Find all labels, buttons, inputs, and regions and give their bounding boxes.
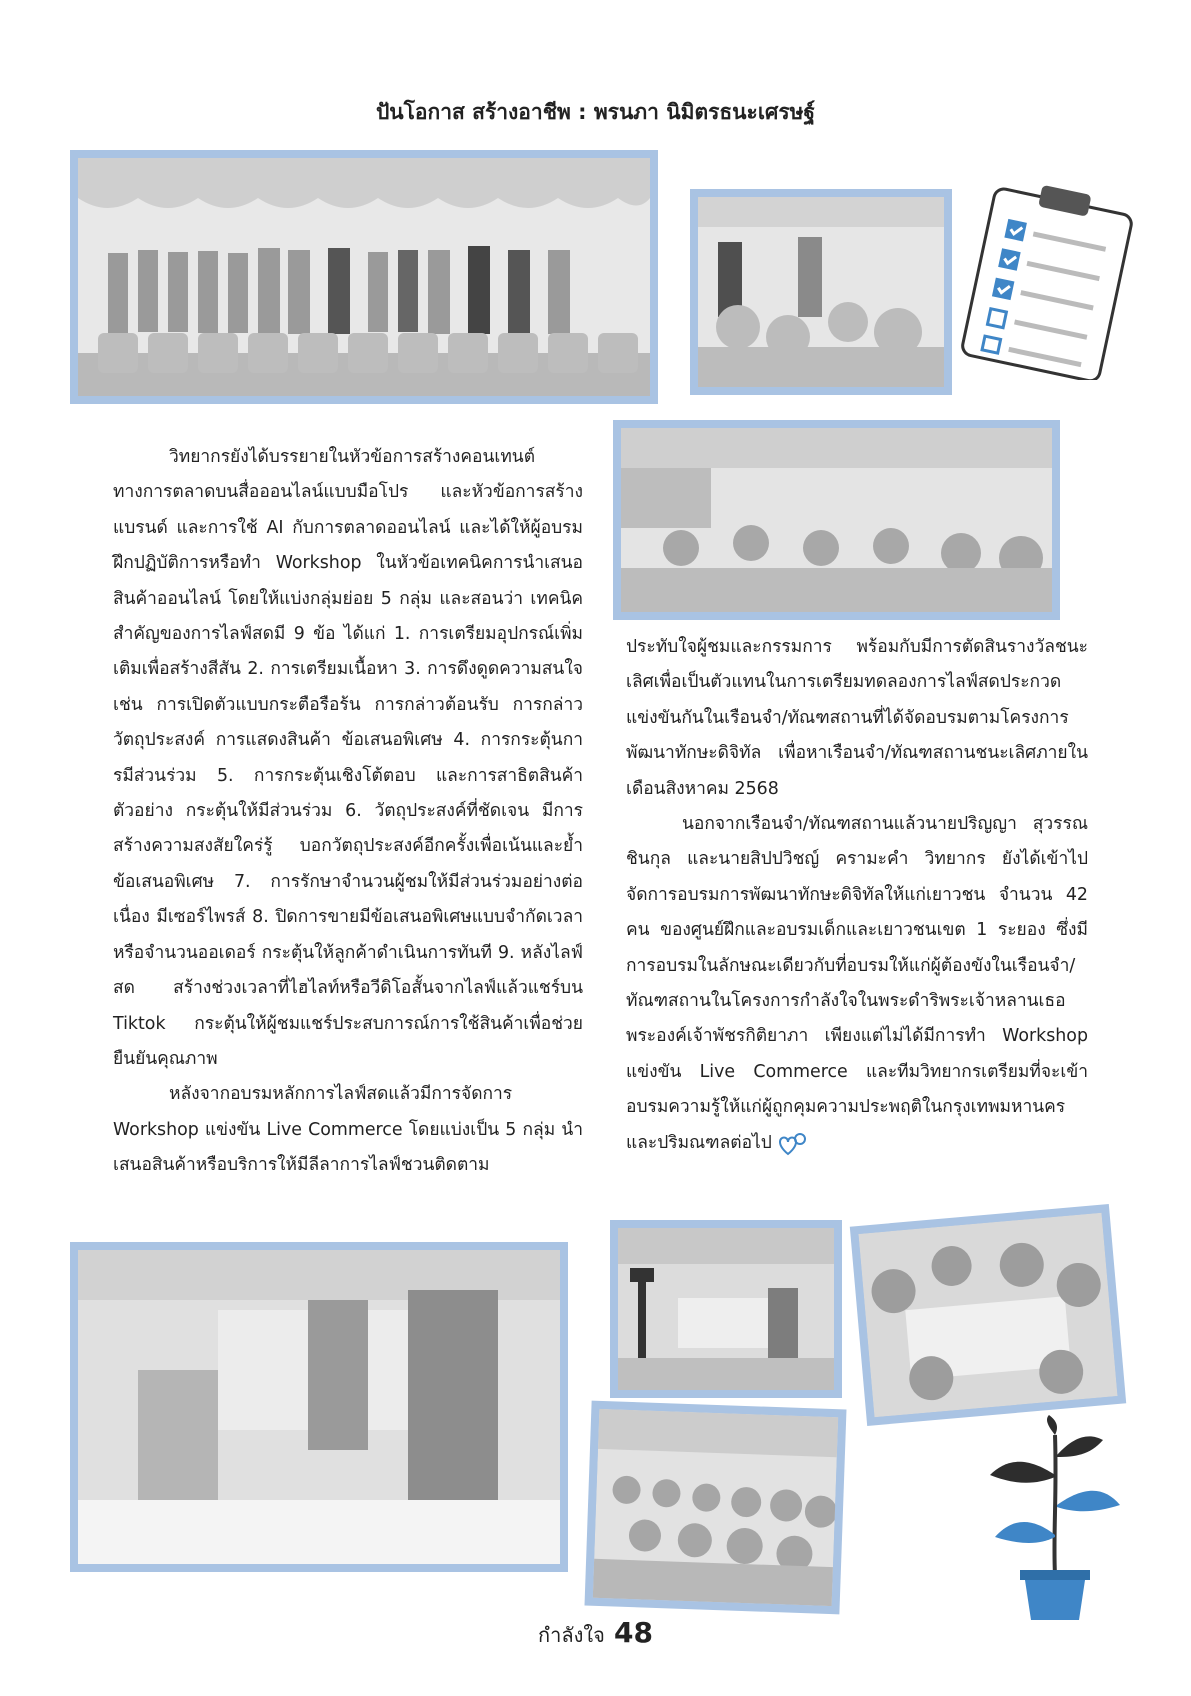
right-paragraph-2: นอกจากเรือนจำ/ทัณฑสถานแล้วนายปริญญา สุวรรณชินกุล และนายสิปปวิชญ์ ครามะคำ วิทยากร ยังได้เข้าไปจัดการอบรมการพัฒนาทักษะดิจิทัลให้แก่เยาวชน จำนวน 42 คน ของศูนย์ฝึกและอบรมเด็กและเยาวชนเขต 1 ระยอง ซึ่งมีการอบรมในลักษณะเดียวกับที่อบรมให้แก่ผู้ต้องขังในเรือนจำ/ทัณฑสถานในโครงการกำลังใจในพระดำริพระเจ้าหลานเธอ พระองค์เจ้าพัชรกิติยาภา เพียงแต่ไม่ได้มีการทำ Workshop แข่งขัน Live Commerce และทีมวิทยากรเตรียมที่จะเข้าอบรมความรู้ให้แก่ผู้ถูกคุมความประพฤติในกรุงเทพมหานครและปริมณฑลต่อไป — [626, 814, 1088, 1153]
right-paragraph-1: ประทับใจผู้ชมและกรรมการ พร้อมกับมีการตัดสินรางวัลชนะเลิศเพื่อเป็นตัวแทนในการเตรียมทดลองการไลฟ์สดประกวดแข่งขันกันในเรือนจำ/ทัณฑสถานที่ได้จัดอบรมตามโครงการพัฒนาทักษะดิจิทัล เพื่อหาเรือนจำ/ทัณฑสถานชนะเลิศภายในเดือนสิงหาคม 2568 — [626, 637, 1088, 799]
magazine-name: กำลังใจ — [538, 1623, 605, 1647]
page-number: 48 — [613, 1616, 653, 1649]
left-text-column — [113, 440, 583, 1184]
camera-presentation-photo — [610, 1220, 842, 1398]
live-commerce-photo — [70, 1242, 568, 1572]
right-text-column — [626, 630, 1088, 1161]
page-title: ปันโอกาส สร้างอาชีพ : พรนภา นิมิตรธนะเศรษฐ์ — [375, 100, 816, 124]
page-footer — [0, 1616, 1191, 1651]
group-photo — [70, 150, 658, 404]
heart-ornament-icon — [774, 1132, 808, 1158]
left-paragraph-1: วิทยากรยังได้บรรยายในหัวข้อการสร้างคอนเทนต์ทางการตลาดบนสื่อออนไลน์แบบมือโปร และหัวข้อการสร้างแบรนด์ และการใช้ AI กับการตลาดออนไลน์ และได้ให้ผู้อบรมฝึกปฏิบัติการหรือทำ Workshop ในหัวข้อเทคนิคการนำเสนอสินค้าออนไลน์ โดยให้แบ่งกลุ่มย่อย 5 กลุ่ม และสอนว่า เทคนิคสำคัญของการไลฟ์สดมี 9 ข้อ ได้แก่ 1. การเตรียมอุปกรณ์เพิ่มเติมเพื่อสร้างสีสัน 2. การเตรียมเนื้อหา 3. การดึงดูดความสนใจ เช่น การเปิดตัวแบบกระตือรือร้น การกล่าวต้อนรับ การกล่าววัตถุประสงค์ การแสดงสินค้า ข้อเสนอพิเศษ 4. การกระตุ้นการมีส่วนร่วม 5. การกระตุ้นเชิงโต้ตอบ และการสาธิตสินค้าตัวอย่าง กระตุ้นให้มีส่วนร่วม 6. วัตถุประสงค์ที่ชัดเจน มีการสร้างความสงสัยใคร่รู้ บอกวัตถุประสงค์อีกครั้งเพื่อเน้นและย้ำข้อเสนอพิเศษ 7. การรักษาจำนวนผู้ชมให้มีส่วนร่วมอย่างต่อเนื่อง มีเซอร์ไพรส์ 8. ปิดการขายมีข้อเสนอพิเศษแบบจำกัดเวลา หรือจำนวนออเดอร์ กระตุ้นให้ลูกค้าดำเนินการทันที 9. หลังไลฟ์สด สร้างช่วงเวลาที่ไฮไลท์หรือวีดิโอสั้นจากไลฟ์แล้วแชร์บน Tiktok กระตุ้นให้ผู้ชมแชร์ประสบการณ์การใช้สินค้าเพื่อช่วยยืนยันคุณภาพ — [113, 447, 583, 1069]
audience-photo — [585, 1401, 847, 1615]
left-paragraph-2: หลังจากอบรมหลักการไลฟ์สดแล้วมีการจัดการ Workshop แข่งขัน Live Commerce โดยแบ่งเป็น 5 กลุ่ม นำเสนอสินค้าหรือบริการให้มีลีลาการไลฟ์ชวนติดตาม — [113, 1084, 583, 1176]
classroom-photo — [613, 420, 1060, 620]
clipboard-checklist-icon — [958, 180, 1138, 380]
group-activity-photo — [850, 1204, 1126, 1426]
potted-plant-icon — [985, 1415, 1125, 1620]
speakers-photo — [690, 189, 952, 395]
